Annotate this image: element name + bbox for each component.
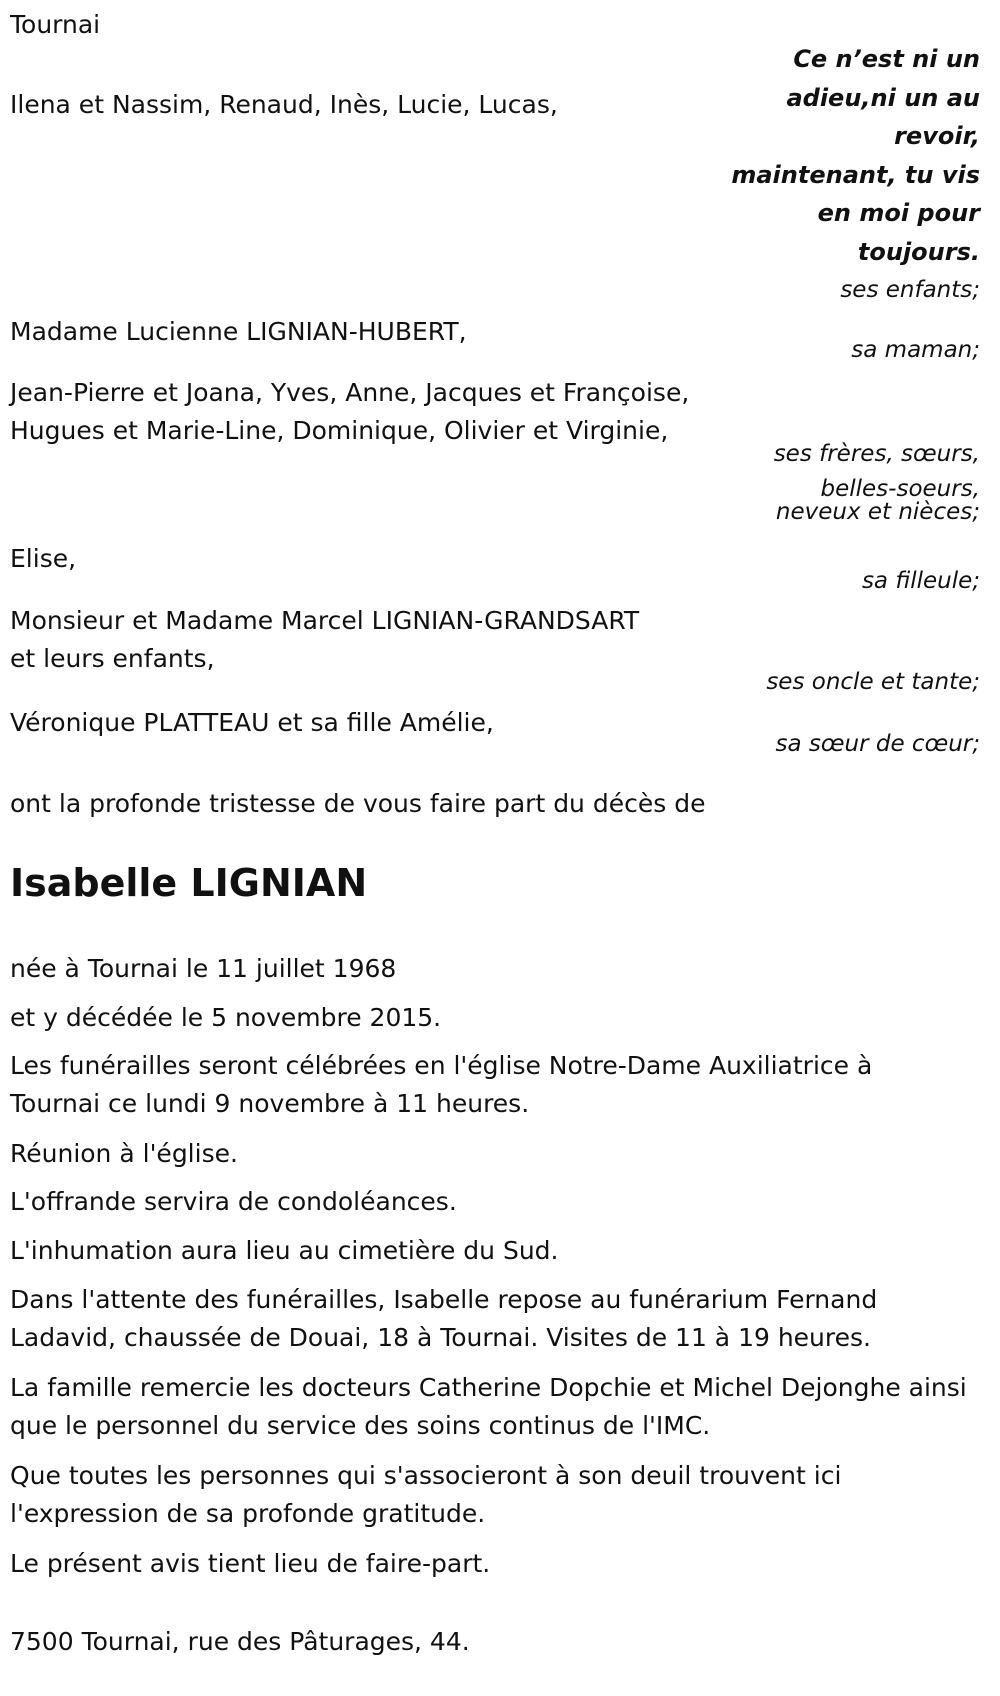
birth-info: née à Tournai le 11 juillet 1968 (10, 954, 397, 983)
children-role: ses enfants; (840, 277, 980, 303)
mother-name: Madame Lucienne LIGNIAN-HUBERT, (10, 317, 467, 346)
mother-role: sa maman; (851, 337, 980, 363)
burial-info: L'inhumation aura lieu au cimetière du Sud. (10, 1236, 559, 1265)
quote-line: Ce n’est ni un (793, 45, 980, 73)
goddaughter-name: Elise, (10, 544, 77, 573)
location-header: Tournai (10, 10, 101, 39)
children-names: Ilena et Nassim, Renaud, Inès, Lucie, Lucas, (10, 90, 558, 119)
siblings-role: neveux et nièces; (775, 499, 980, 525)
gratitude-info: Que toutes les personnes qui s'associeront à son deuil trouvent ici l'expression de sa profonde gratitude. (10, 1461, 842, 1528)
announcement-text: ont la profonde tristesse de vous faire part du décès de (10, 789, 706, 818)
goddaughter-role: sa filleule; (861, 568, 980, 594)
siblings-role: ses frères, sœurs, (773, 441, 980, 467)
meeting-info: Réunion à l'église. (10, 1139, 238, 1168)
siblings-line: Hugues et Marie-Line, Dominique, Olivier et Virginie, (10, 416, 669, 445)
thanks-info: La famille remercie les docteurs Catherine Dopchie et Michel Dejonghe ainsi que le personnel du service des soins continus de l'IMC. (10, 1373, 967, 1440)
uncle-aunt-line: Monsieur et Madame Marcel LIGNIAN-GRANDSART (10, 606, 640, 635)
uncle-aunt-role: ses oncle et tante; (766, 669, 980, 695)
siblings-role: belles-soeurs, (820, 476, 980, 502)
quote-line: maintenant, tu vis (731, 160, 980, 189)
heart-sister-name: Véronique PLATTEAU et sa fille Amélie, (10, 708, 494, 737)
deceased-name: Isabelle LIGNIAN (10, 861, 368, 905)
siblings-line: Jean-Pierre et Joana, Yves, Anne, Jacques et Françoise, (10, 378, 690, 407)
quote-line: revoir, (894, 122, 980, 150)
notice-info: Le présent avis tient lieu de faire-part. (10, 1549, 491, 1578)
death-info: et y décédée le 5 novembre 2015. (10, 1003, 442, 1032)
funeral-info: Les funérailles seront célébrées en l'église Notre-Dame Auxiliatrice à Tournai ce lundi 9 novembre à 11 heures. (10, 1051, 873, 1118)
uncle-aunt-line: et leurs enfants, (10, 644, 215, 673)
quote-line: toujours. (857, 237, 980, 266)
family-address: 7500 Tournai, rue des Pâturages, 44. (10, 1627, 470, 1656)
offering-info: L'offrande servira de condoléances. (10, 1187, 457, 1216)
memorial-quote (660, 40, 980, 271)
heart-sister-role: sa sœur de cœur; (775, 731, 980, 757)
rest-info: Dans l'attente des funérailles, Isabelle repose au funérarium Fernand Ladavid, chaussée de Douai, 18 à Tournai. Visites de 11 à 19 heures. (10, 1285, 878, 1352)
quote-line: en moi pour (817, 199, 980, 227)
quote-line: adieu,ni un au (786, 83, 980, 112)
